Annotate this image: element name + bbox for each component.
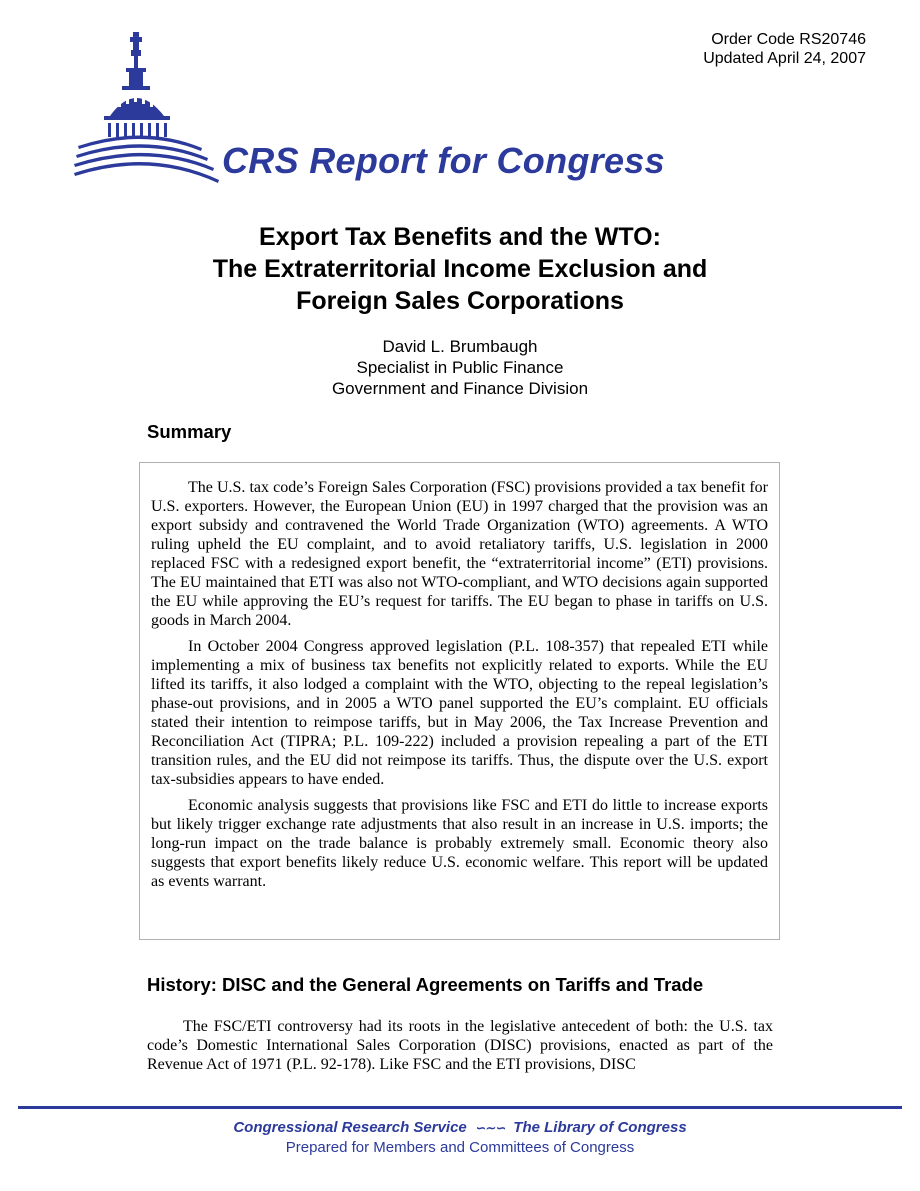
history-paragraph: The FSC/ETI controversy had its roots in the legislative antecedent of both: the U.S. tax code’s Domestic International Sales Corporation (DISC) provisions, enacted as part of the Revenue Act of 1971 (P.L. 92-178). Like FSC and the ETI provisions, DISC	[147, 1018, 773, 1073]
author-block	[0, 336, 920, 399]
ornament-icon: ∽∼∽	[474, 1121, 506, 1135]
updated-date: Updated April 24, 2007	[703, 50, 866, 67]
footer-library: The Library of Congress	[513, 1119, 687, 1136]
document-title	[0, 221, 920, 317]
summary-paragraph: In October 2004 Congress approved legislation (P.L. 108-357) that repealed ETI while implementing a mix of business tax benefits not explicitly related to exports. While the EU lifted its tariffs, it also lodged a complaint with the WTO, objecting to the repeal legislation’s phase-out provisions, and in 2005 a WTO panel supported the EU’s complaint. EU officials stated their intention to reimpose tariffs, but in May 2006, the Tax Increase Prevention and Reconciliation Act (TIPRA; P.L. 109-222) included a provision repealing a part of the ETI transition rules, and the EU did not reimpose its tariffs. Thus, the dispute over the U.S. export tax-subsidies appears to have ended.	[151, 638, 768, 788]
author-role: Specialist in Public Finance	[356, 358, 564, 377]
summary-heading: Summary	[147, 421, 232, 442]
footer-divider	[18, 1106, 902, 1109]
footer-prepared-for: Prepared for Members and Committees of Congress	[285, 1139, 635, 1156]
title-line-1: Export Tax Benefits and the WTO:	[259, 223, 661, 251]
history-heading: History: DISC and the General Agreements on Tariffs and Trade	[147, 974, 704, 995]
title-line-3: Foreign Sales Corporations	[296, 287, 624, 315]
title-line-2: The Extraterritorial Income Exclusion and	[212, 255, 708, 283]
author-division: Government and Finance Division	[331, 379, 589, 398]
author-name: David L. Brumbaugh	[382, 337, 538, 356]
footer-crs: Congressional Research Service	[233, 1119, 467, 1136]
summary-paragraph: The U.S. tax code’s Foreign Sales Corporation (FSC) provisions provided a tax benefit for U.S. exporters. However, the European Union (EU) in 1997 charged that the provision was an export subsidy and contravened the World Trade Organization (WTO) agreements. A WTO ruling upheld the EU complaint, and to avoid retaliatory tariffs, U.S. legislation in 2000 replaced FSC with a redesigned export benefit, the “extraterritorial income” (ETI) provisions. The EU maintained that ETI was also not WTO-compliant, and WTO decisions again supported the EU while approving the EU’s request for tariffs. The EU began to phase in tariffs on U.S. goods in March 2004.	[151, 479, 768, 629]
summary-box	[139, 462, 780, 940]
report-series-title: CRS Report for Congress	[222, 140, 665, 181]
capitol-dome-logo	[74, 28, 219, 188]
order-info	[703, 30, 866, 68]
order-code: Order Code RS20746	[711, 31, 866, 48]
footer-attribution	[0, 1119, 920, 1136]
summary-paragraph: Economic analysis suggests that provisions like FSC and ETI do little to increase exports but likely trigger exchange rate adjustments that also result in an increase in U.S. imports; the long-run impact on the trade balance is probably extremely small. Economic theory also suggests that export benefits likely reduce U.S. economic welfare. This report will be updated as events warrant.	[151, 797, 768, 890]
